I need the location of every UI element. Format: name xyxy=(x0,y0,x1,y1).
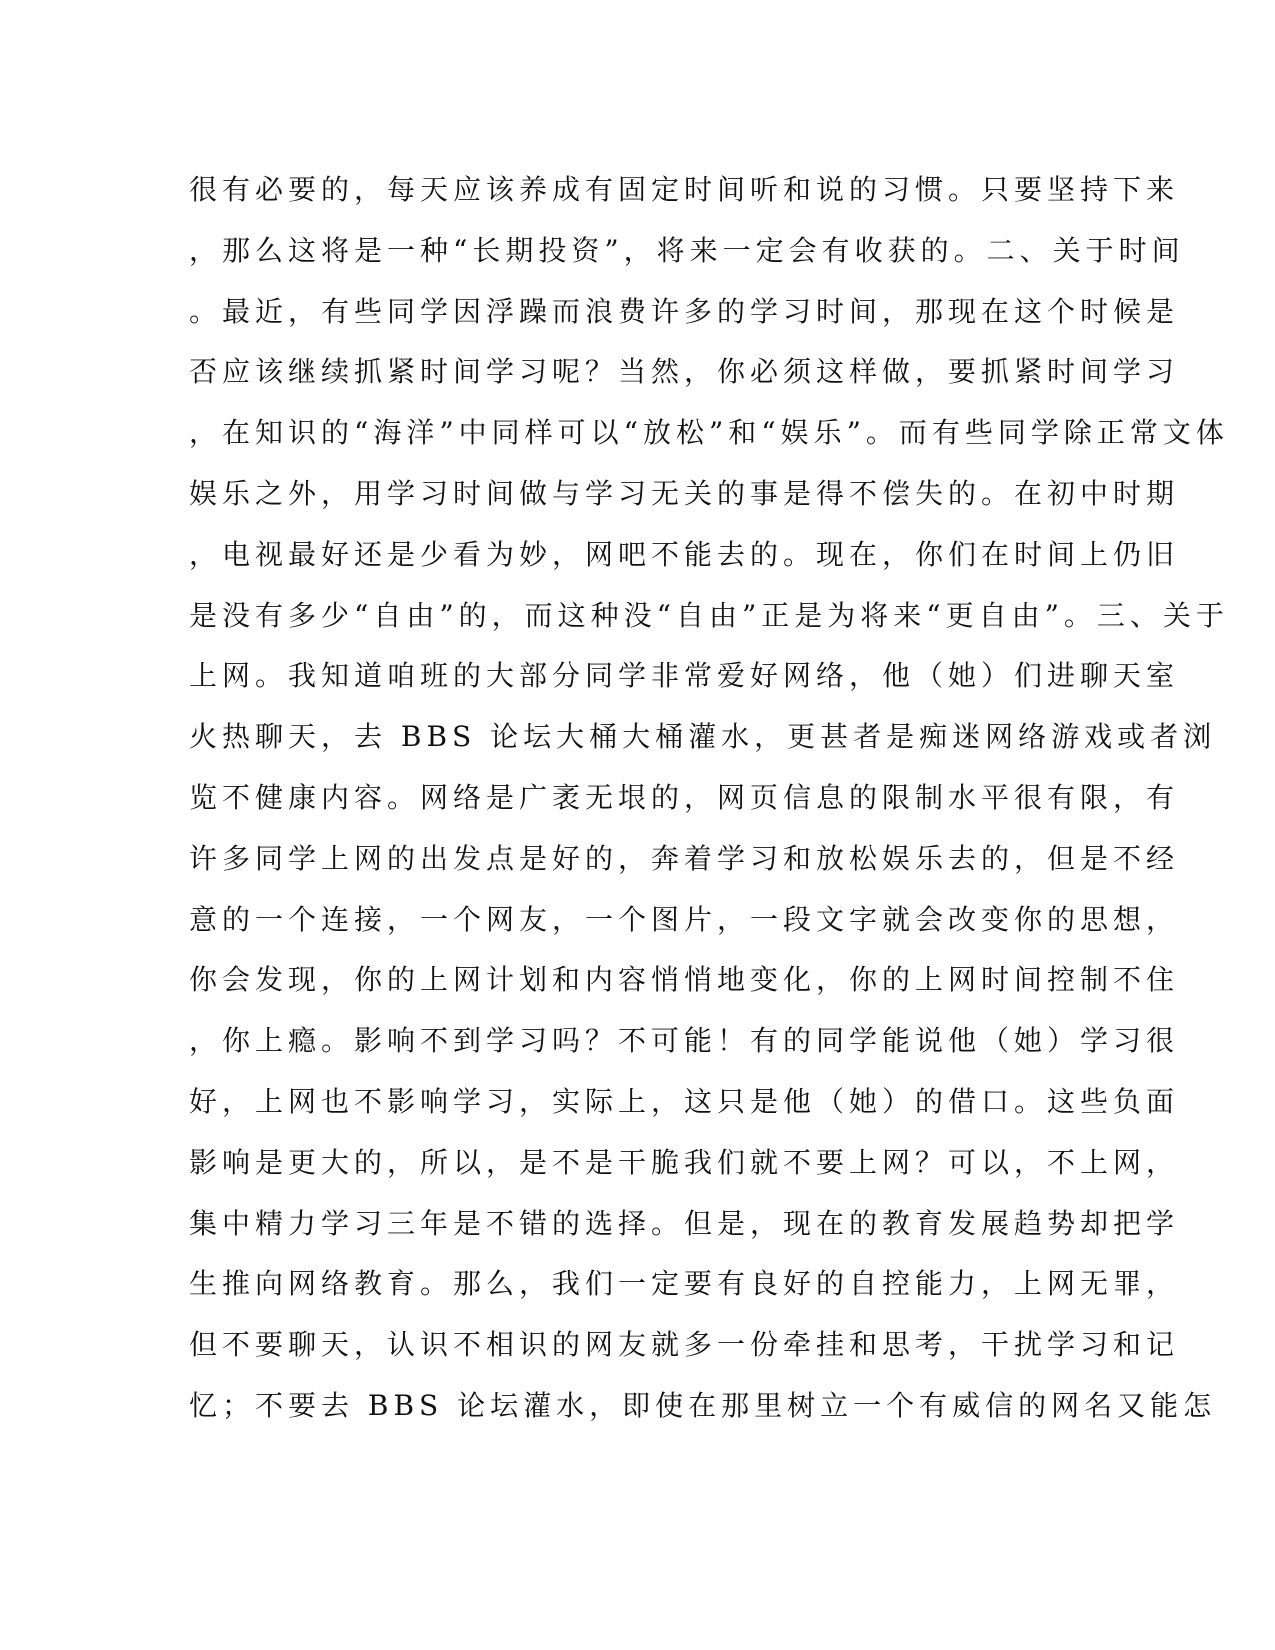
text-line: 影响是更大的，所以，是不是干脆我们就不要上网？可以，不上网， xyxy=(189,1145,1180,1179)
text-line: 意的一个连接，一个网友，一个图片，一段文字就会改变你的思想， xyxy=(189,902,1180,936)
text-line: 忆；不要去 BBS 论坛灌水，即使在那里树立一个有威信的网名又能怎 xyxy=(189,1388,1217,1422)
text-line: 好，上网也不影响学习，实际上，这只是他（她）的借口。这些负面 xyxy=(189,1084,1180,1118)
text-line: 否应该继续抓紧时间学习呢？当然，你必须这样做，要抓紧时间学习 xyxy=(189,355,1180,389)
body-text xyxy=(189,160,1229,1437)
text-line: 上网。我知道咱班的大部分同学非常爱好网络，他（她）们进聊天室 xyxy=(189,659,1180,693)
text-line: 你会发现，你的上网计划和内容悄悄地变化，你的上网时间控制不住 xyxy=(189,963,1180,997)
text-line: 娱乐之外，用学习时间做与学习无关的事是得不偿失的。在初中时期 xyxy=(189,476,1180,510)
text-line: 。最近，有些同学因浮躁而浪费许多的学习时间，那现在这个时候是 xyxy=(189,294,1180,328)
text-line: ，你上瘾。影响不到学习吗？不可能！有的同学能说他（她）学习很 xyxy=(189,1024,1180,1058)
text-line: ，电视最好还是少看为妙，网吧不能去的。现在，你们在时间上仍旧 xyxy=(189,537,1180,571)
text-line: 但不要聊天，认识不相识的网友就多一份牵挂和思考，干扰学习和记 xyxy=(189,1328,1180,1362)
text-line: 生推向网络教育。那么，我们一定要有良好的自控能力，上网无罪， xyxy=(189,1267,1180,1301)
text-line: 是没有多少“自由”的，而这种没“自由”正是为将来“更自由”。三、关于 xyxy=(189,598,1229,632)
text-line: 览不健康内容。网络是广袤无垠的，网页信息的限制水平很有限，有 xyxy=(189,780,1180,814)
text-line: ，那么这将是一种“长期投资”，将来一定会有收获的。二、关于时间 xyxy=(189,233,1185,267)
text-line: 很有必要的，每天应该养成有固定时间听和说的习惯。只要坚持下来 xyxy=(189,173,1180,206)
text-line: 火热聊天，去 BBS 论坛大桶大桶灌水，更甚者是痴迷网络游戏或者浏 xyxy=(189,720,1217,754)
text-line: 许多同学上网的出发点是好的，奔着学习和放松娱乐去的，但是不经 xyxy=(189,841,1180,875)
text-line: ，在知识的“海洋”中同样可以“放松”和“娱乐”。而有些同学除正常文体 xyxy=(189,416,1229,450)
text-line: 集中精力学习三年是不错的选择。但是，现在的教育发展趋势却把学 xyxy=(189,1206,1180,1240)
